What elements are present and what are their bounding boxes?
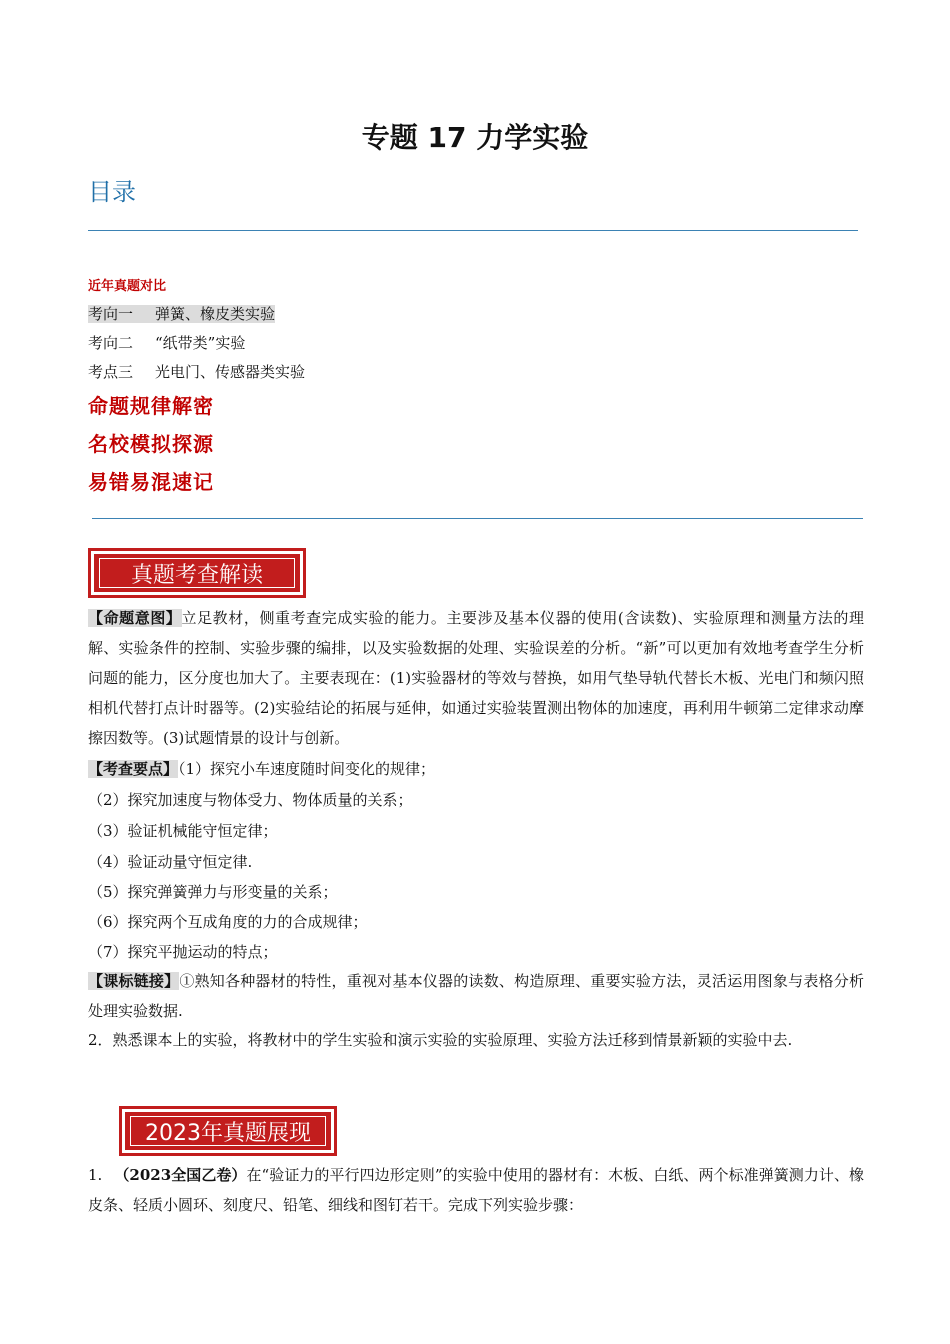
point-item-7: （7）探究平抛运动的特点； <box>88 943 278 961</box>
intent-paragraph <box>88 603 864 753</box>
section-banner-2023-text: 2023年真题展现 <box>145 1120 311 1146</box>
toc-item-3[interactable] <box>88 361 305 382</box>
toc-item-2-text: “纸带类”实验 <box>155 334 246 352</box>
toc-item-1-label: 考向一 <box>88 305 134 323</box>
toc-big-item-3[interactable]: 易错易混速记 <box>88 470 214 494</box>
section-banner-2023 <box>119 1106 337 1156</box>
point-item-5: （5）探究弹簧弹力与形变量的关系； <box>88 883 338 901</box>
curriculum-tag: 【课标链接】 <box>88 972 180 990</box>
point-item-6: （6）探究两个互成角度的力的合成规律； <box>88 913 368 931</box>
point-item-3: （3）验证机械能守恒定律； <box>88 822 278 840</box>
toc-bottom-divider <box>92 518 863 519</box>
intent-text: 立足教材，侧重考查完成实验的能力。主要涉及基本仪器的使用(含读数)、实验原理和测量方法的理解、实验条件的控制、实验步骤的编排，以及实验数据的处理、实验误差的分析。“新”可以更加有效地考查学生分析问题的能力，区分度也加大了。主要表现在：(1)实验器材的等效与替换，如用气垫导轨代替长木板、光电门和频闪照相机代替打点计时器等。(2)实验结论的拓展与延伸，如通过实验装置测出物体的加速度，再利用牛顿第二定律求动摩擦因数等。(3)试题情景的设计与创新。 <box>88 609 864 747</box>
toc-big-item-1[interactable]: 命题规律解密 <box>88 394 214 418</box>
curriculum-paragraph <box>88 966 864 1026</box>
section-banner-analysis-text: 真题考查解读 <box>130 562 263 588</box>
curriculum-text: ①熟知各种器材的特性，重视对基本仪器的读数、构造原理、重要实验方法，灵活运用图象与表格分析处理实验数据. <box>88 972 864 1020</box>
page-title: 专题 17 力学实验 <box>361 121 589 154</box>
toc-item-3-text: 光电门、传感器类实验 <box>155 363 306 381</box>
toc-heading: 目录 <box>88 178 136 206</box>
toc-item-1-text: 弹簧、橡皮类实验 <box>155 305 276 323</box>
toc-section-label[interactable]: 近年真题对比 <box>88 279 167 294</box>
curriculum-paragraph-2: 2．熟悉课本上的实验，将教材中的学生实验和演示实验的实验原理、实验方法迁移到情景新颖的实验中去. <box>88 1031 793 1049</box>
point-item-2: （2）探究加速度与物体受力、物体质量的关系； <box>88 791 413 809</box>
toc-item-3-label: 考点三 <box>88 363 134 381</box>
points-tag: 【考查要点】 <box>88 760 179 778</box>
question-text: 在“验证力的平行四边形定则”的实验中使用的器材有：木板、白纸、两个标准弹簧测力计、橡皮条、轻质小圆环、刻度尺、铅笔、细线和图钉若干。完成下列实验步骤： <box>88 1166 865 1214</box>
toc-item-1[interactable] <box>88 303 275 324</box>
point-item-4: （4）验证动量守恒定律. <box>88 853 253 871</box>
toc-big-item-2[interactable]: 名校模拟探源 <box>88 432 214 456</box>
toc-top-divider <box>88 230 858 231</box>
question-number: 1. <box>88 1166 103 1184</box>
intent-tag: 【命题意图】 <box>88 609 182 627</box>
toc-item-2[interactable] <box>88 332 245 353</box>
question-source: （2023全国乙卷） <box>114 1166 247 1184</box>
points-first-line <box>88 758 435 779</box>
point-item-1: （1）探究小车速度随时间变化的规律； <box>178 760 436 778</box>
toc-item-2-label: 考向二 <box>88 334 134 352</box>
question-1 <box>88 1160 864 1220</box>
section-banner-analysis <box>88 548 306 598</box>
